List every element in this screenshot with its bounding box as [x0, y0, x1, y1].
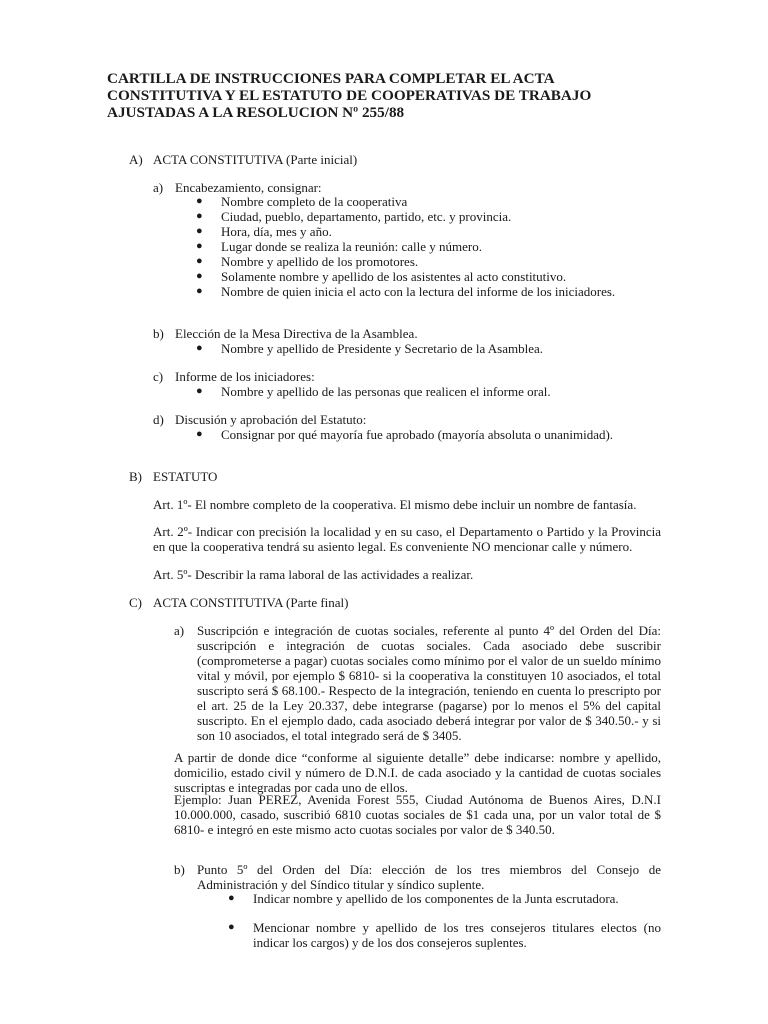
bullet-item: ● Nombre y apellido de Presidente y Secretario de la Asamblea.	[196, 341, 544, 356]
bullet-icon: ●	[196, 195, 203, 207]
ejemplo-paragraph: Ejemplo: Juan PEREZ, Avenida Forest 555, Ciudad Autónoma de Buenos Aires, D.N.I 10.000.000, casado, suscribió 6810 cuotas sociales de $1 cada una, por un valor total de $ 6810- e integró en este mismo acto cuotas sociales por valor de $ 340.50.	[174, 792, 661, 837]
item-b-marker: b)	[153, 326, 164, 341]
suscripcion-paragraph: Suscripción e integración de cuotas sociales, referente al punto 4º del Orden del Día: suscripción e integración de cuotas sociales. Cada asociado debe suscribir (comprometerse a pagar) cuotas sociales como mínimo por el valor de un sueldo mínimo vital y móvil, por ejemplo $ 6810- si la cooperativa la constituyen 10 asociados, el total suscripto será $ 68.100.- Respecto de la integración, teniendo en cuenta lo prescripto por el art. 25 de la Ley 20.337, debe integrarse (pagarse) por lo menos el 5% del capital suscripto. En el ejemplo dado, cada asociado deberá integrar por valor de $ 340.50.- y si son 10 asociados, el total integrado será de $ 3405.	[197, 623, 661, 743]
section-b-marker: B)	[129, 469, 142, 484]
bullet-item: ● Solamente nombre y apellido de los asistentes al acto constitutivo.	[196, 269, 567, 284]
bullet-item: ● Nombre de quien inicia el acto con la lectura del informe de los iniciadores.	[196, 284, 616, 299]
item-b-marker: b)	[174, 862, 185, 877]
bullet-icon: ●	[196, 225, 203, 237]
article-5-paragraph: Art. 5º- Describir la rama laboral de las actividades a realizar.	[153, 567, 474, 582]
bullet-item: ● Indicar nombre y apellido de los componentes de la Junta escrutadora.	[228, 891, 619, 906]
section-a-marker: A)	[129, 152, 143, 167]
bullet-item: ● Ciudad, pueblo, departamento, partido, etc. y provincia.	[196, 209, 512, 224]
item-d-marker: d)	[153, 412, 164, 427]
bullet-item: ● Nombre y apellido de los promotores.	[196, 254, 419, 269]
bullet-icon: ●	[196, 210, 203, 222]
section-b-heading: ESTATUTO	[153, 469, 218, 484]
bullet-item: ● Lugar donde se realiza la reunión: calle y número.	[196, 239, 482, 254]
bullet-icon: ●	[196, 240, 203, 252]
bullet-item: ● Nombre y apellido de las personas que realicen el informe oral.	[196, 384, 551, 399]
section-a-heading: ACTA CONSTITUTIVA (Parte inicial)	[153, 152, 358, 167]
item-d-text: Discusión y aprobación del Estatuto:	[175, 412, 367, 427]
bullet-icon: ●	[196, 342, 203, 354]
item-b-text: Elección de la Mesa Directiva de la Asamblea.	[175, 326, 418, 341]
bullet-icon: ●	[196, 285, 203, 297]
item-c-text: Informe de los iniciadores:	[175, 369, 315, 384]
bullet-icon: ●	[196, 255, 203, 267]
item-a-text: Encabezamiento, consignar:	[175, 180, 322, 195]
item-a-marker: a)	[153, 180, 164, 195]
bullet-icon: ●	[228, 892, 235, 904]
bullet-icon: ●	[196, 385, 203, 397]
bullet-item: ● Consignar por qué mayoría fue aprobado (mayoría absoluta o unanimidad).	[196, 427, 614, 442]
article-2-paragraph: Art. 2º- Indicar con precisión la localidad y en su caso, el Departamento o Partido y la Provincia en que la cooperativa tendrá su asiento legal. Es conveniente NO mencionar calle y número.	[153, 524, 661, 554]
item-a-marker: a)	[174, 623, 185, 638]
bullet-item: ● Mencionar nombre y apellido de los tres consejeros titulares electos (no indicar los cargos) y de los dos consejeros suplentes.	[228, 920, 661, 950]
bullet-icon: ●	[196, 270, 203, 282]
item-b-text: Punto 5º del Orden del Día: elección de los tres miembros del Consejo de Administración y del Síndico titular y síndico suplente.	[197, 862, 661, 892]
bullet-icon: ●	[228, 921, 235, 933]
section-c-marker: C)	[129, 595, 142, 610]
document-title: CARTILLA DE INSTRUCCIONES PARA COMPLETAR EL ACTA CONSTITUTIVA Y EL ESTATUTO DE COOPERATIVAS DE TRABAJO AJUSTADAS A LA RESOLUCION Nº 255/88	[107, 70, 592, 121]
bullet-item: ● Nombre completo de la cooperativa	[196, 194, 408, 209]
detalle-paragraph: A partir de donde dice “conforme al siguiente detalle” debe indicarse: nombre y apellido, domicilio, estado civil y número de D.N.I. de cada asociado y la cantidad de cuotas sociales suscriptas e integradas por cada uno de ellos.	[174, 750, 661, 795]
bullet-item: ● Hora, día, mes y año.	[196, 224, 332, 239]
bullet-icon: ●	[196, 428, 203, 440]
section-c-heading: ACTA CONSTITUTIVA (Parte final)	[153, 595, 349, 610]
article-1-paragraph: Art. 1º- El nombre completo de la cooperativa. El mismo debe incluir un nombre de fantasía.	[153, 497, 637, 512]
item-c-marker: c)	[153, 369, 164, 384]
